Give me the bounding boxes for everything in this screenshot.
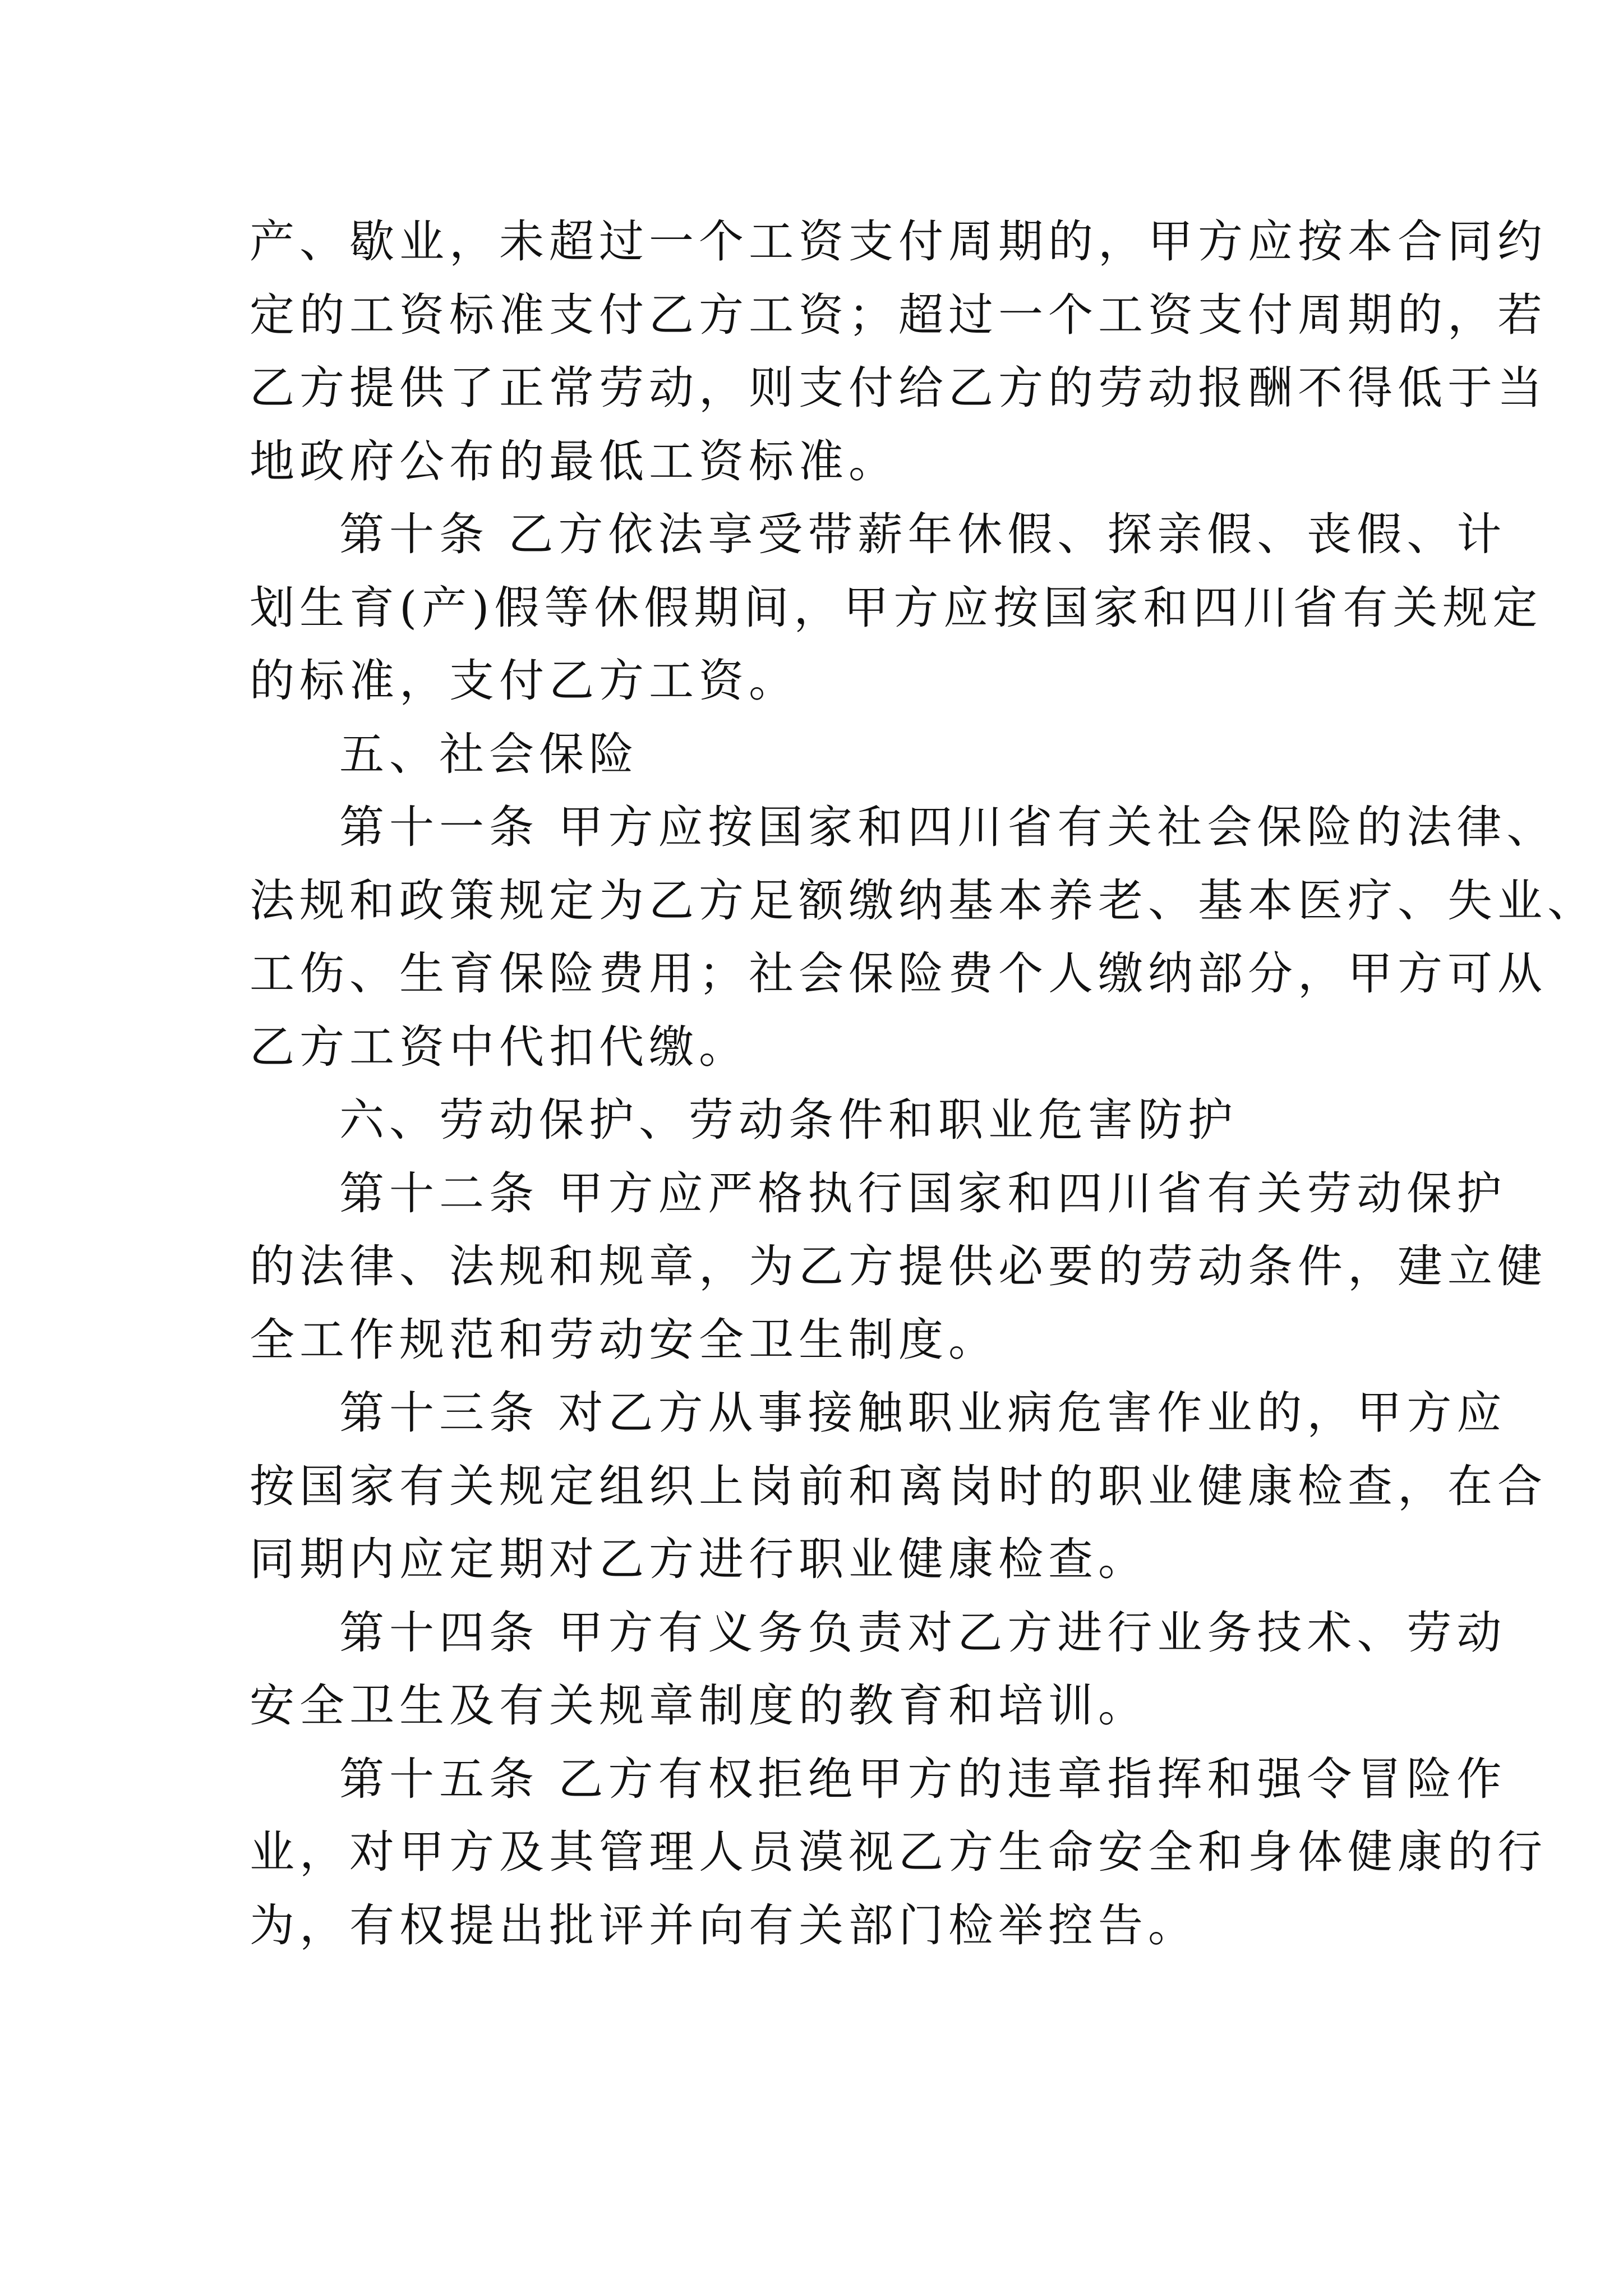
text-line: 的标准，支付乙方工资。 xyxy=(250,655,799,707)
article-13-line: 第十三条 对乙方从事接触职业病危害作业的，甲方应 xyxy=(339,1387,1507,1439)
text-line: 定的工资标准支付乙方工资；超过一个工资支付周期的，若 xyxy=(250,288,1547,341)
text-line: 安全卫生及有关规章制度的教育和培训。 xyxy=(250,1680,1148,1732)
text-line: 全工作规范和劳动安全卫生制度。 xyxy=(250,1313,998,1366)
section-heading-labor-protection: 六、劳动保护、劳动条件和职业危害防护 xyxy=(339,1094,1238,1146)
text-line: 工伤、生育保险费用；社会保险费个人缴纳部分，甲方可从 xyxy=(250,947,1547,1000)
text-line: 地政府公布的最低工资标准。 xyxy=(250,435,898,487)
article-11-line: 第十一条 甲方应按国家和四川省有关社会保险的法律、 xyxy=(339,801,1557,853)
article-14-line: 第十四条 甲方有义务负责对乙方进行业务技术、劳动 xyxy=(339,1606,1507,1659)
document-body xyxy=(250,205,1597,1962)
text-line: 为，有权提出批评并向有关部门检举控告。 xyxy=(250,1899,1198,1952)
text-line: 业，对甲方及其管理人员漠视乙方生命安全和身体健康的行 xyxy=(250,1826,1547,1878)
text-line: 按国家有关规定组织上岗前和离岗时的职业健康检查，在合 xyxy=(250,1460,1547,1512)
text-line: 的法律、法规和规章，为乙方提供必要的劳动条件，建立健 xyxy=(250,1240,1547,1292)
text-line: 同期内应定期对乙方进行职业健康检查。 xyxy=(250,1533,1148,1585)
section-heading-social-insurance: 五、社会保险 xyxy=(339,728,639,780)
text-line: 划生育(产)假等休假期间，甲方应按国家和四川省有关规定 xyxy=(250,581,1543,634)
article-15-line: 第十五条 乙方有权拒绝甲方的违章指挥和强令冒险作 xyxy=(339,1752,1507,1805)
text-line: 产、歇业，未超过一个工资支付周期的，甲方应按本合同约 xyxy=(250,215,1547,268)
article-10-line: 第十条 乙方依法享受带薪年休假、探亲假、丧假、计 xyxy=(339,508,1507,560)
article-12-line: 第十二条 甲方应严格执行国家和四川省有关劳动保护 xyxy=(339,1167,1507,1220)
text-line: 法规和政策规定为乙方足额缴纳基本养老、基本医疗、失业、 xyxy=(250,874,1597,927)
text-line: 乙方工资中代扣代缴。 xyxy=(250,1020,749,1073)
text-line: 乙方提供了正常劳动，则支付给乙方的劳动报酬不得低于当 xyxy=(250,362,1547,414)
